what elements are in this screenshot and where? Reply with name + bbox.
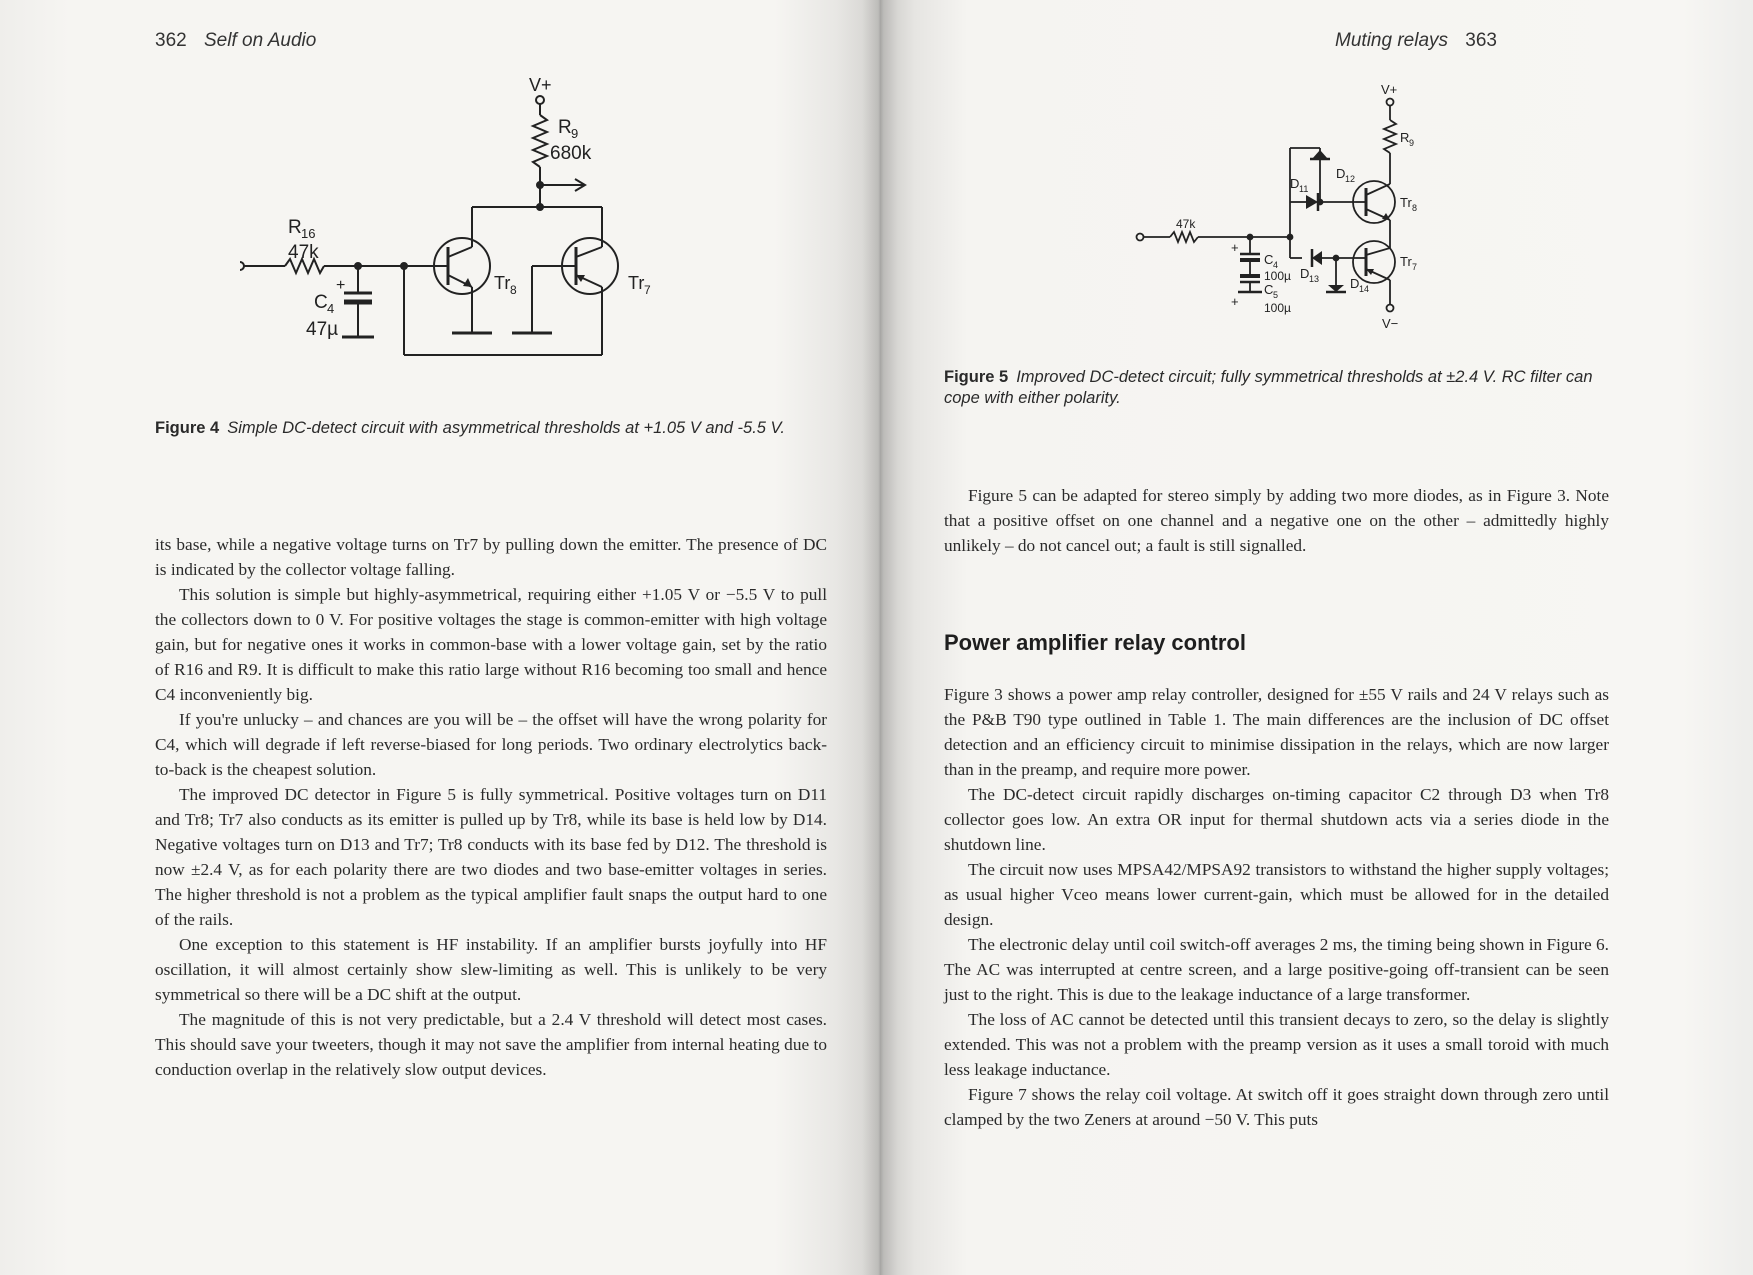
figure-5-caption [944, 367, 1609, 409]
figure-4-caption-label: Figure 4 [155, 419, 220, 437]
fig4-tr7-sub: 7 [644, 283, 651, 297]
fig5-c4-value: 100µ [1264, 269, 1291, 283]
left-running-title: Self on Audio [203, 30, 317, 51]
fig5-c4-name: C [1264, 252, 1274, 267]
fig4-c4-name: C [314, 292, 328, 313]
right-paragraph: The DC-detect circuit rapidly discharges on-timing capacitor C2 through D3 when Tr8 collector goes low. An extra OR input for thermal shutdown acts via a series diode in the shutdown line. [944, 785, 1609, 854]
right-intro-text [944, 483, 1609, 558]
right-body-text [944, 682, 1609, 1132]
section-heading: Power amplifier relay control [944, 630, 1246, 655]
left-paragraph: This solution is simple but highly-asymmetrical, requiring either +1.05 V or −5.5 V to pull the collectors down to 0 V. For positive voltages the stage is common-emitter with high voltage gain, but for negative ones it works in common-base with a lower voltage gain, set by the ratio of R16 and R9. It is difficult to make this ratio large without R16 becoming too small and hence C4 inconveniently big. [155, 585, 827, 704]
fig4-r16-value: 47k [288, 242, 319, 263]
fig5-tr7-name: Tr [1400, 254, 1412, 269]
right-intro-paragraph: Figure 5 can be adapted for stereo simply by adding two more diodes, as in Figure 3. Note that a positive offset on one channel and a negative one on the other – admittedly highly unlikely – do not cancel out; a fault is still signalled. [944, 486, 1609, 555]
figure-4-caption [155, 418, 827, 439]
left-paragraph: The magnitude of this is not very predictable, but a 2.4 V threshold will detect most cases. This should save your tweeters, though it may not save the amplifier from internal heating due to conduction overlap in the relatively slow output devices. [155, 1010, 827, 1079]
fig5-tr7-sub: 7 [1412, 262, 1418, 272]
fig4-supply-label: V+ [529, 75, 552, 95]
fig4-r16-sub: 16 [301, 226, 316, 241]
fig5-r9-sub: 9 [1409, 138, 1415, 148]
fig5-d14-sub: 14 [1359, 284, 1370, 294]
fig5-d13-sub: 13 [1309, 274, 1320, 284]
left-paragraph: its base, while a negative voltage turns on Tr7 by pulling down the emitter. The presence of DC is indicated by the collector voltage falling. [155, 535, 827, 579]
fig5-d11-name: D [1290, 176, 1300, 191]
figure-5-caption-label: Figure 5 [944, 368, 1009, 386]
left-body-text [155, 532, 827, 1082]
left-paragraph: One exception to this statement is HF instability. If an amplifier bursts joyfully into HF oscillation, it will almost certainly show slew-limiting as well. This is unlikely to be very symmetrical so there will be a DC shift at the output. [155, 935, 827, 1004]
fig5-vminus-label: V− [1382, 316, 1399, 331]
fig5-c5-name: C [1264, 282, 1274, 297]
fig5-c5-plus: + [1231, 294, 1239, 309]
fig5-r-in-value: 47k [1176, 217, 1196, 231]
fig5-d11-sub: 11 [1299, 184, 1309, 194]
right-running-head [1335, 30, 1497, 52]
left-paragraph: If you're unlucky – and chances are you will be – the offset will have the wrong polarity for C4, which will degrade if left reverse-biased for long periods. Two ordinary electrolytics back-to-back is the cheapest solution. [155, 710, 827, 779]
right-running-title: Muting relays [1335, 30, 1449, 51]
fig4-r16-name: R [288, 217, 302, 238]
fig5-c5-sub: 5 [1273, 290, 1279, 300]
fig4-tr8-sub: 8 [510, 283, 517, 297]
figure-5-diagram [1130, 80, 1470, 355]
fig4-c4-plus: + [336, 277, 346, 294]
right-paragraph: Figure 3 shows a power amp relay controller, designed for ±55 V rails and 24 V relays such as the P&B T90 type outlined in Table 1. The main differences are the inclusion of DC offset detection and an efficiency circuit to minimise dissipation in the relays, which are now larger than in the preamp, and require more power. [944, 685, 1609, 779]
fig5-vplus-label: V+ [1381, 82, 1398, 97]
fig5-d12-sub: 12 [1345, 174, 1356, 184]
fig4-r9-name: R [558, 117, 572, 138]
left-running-head [155, 30, 316, 52]
left-page-number: 362 [155, 30, 187, 51]
right-paragraph: Figure 7 shows the relay coil voltage. At switch off it goes straight down through zero until clamped by the two Zeners at around −50 V. This puts [944, 1085, 1609, 1129]
fig4-tr8-name: Tr [494, 273, 511, 293]
fig5-c5-value: 100µ [1264, 301, 1291, 315]
right-page-number: 363 [1465, 30, 1497, 51]
book-gutter-shadow [862, 0, 898, 1275]
fig5-c4-sub: 4 [1273, 260, 1279, 270]
figure-4-diagram [240, 75, 740, 405]
right-paragraph: The electronic delay until coil switch-off averages 2 ms, the timing being shown in Figure 6. The AC was interrupted at centre screen, and a large positive-going off-transient can be seen just to the right. This is due to the leakage inductance of a large transformer. [944, 935, 1609, 1004]
fig5-d13-name: D [1300, 266, 1310, 281]
left-paragraph: The improved DC detector in Figure 5 is fully symmetrical. Positive voltages turn on D11 and Tr8; Tr7 also conducts as its emitter is pulled up by Tr8, while its base is held low by D14. Negative voltages turn on D13 and Tr7; Tr8 conducts with its base fed by D12. The threshold is now ±2.4 V, as for each polarity there are two diodes and two base-emitter voltages in series. The higher threshold is not a problem as the typical amplifier fault snaps the output hard to one of the rails. [155, 785, 827, 929]
figure-5-caption-text: Improved DC-detect circuit; fully symmetrical thresholds at ±2.4 V. RC filter can cope with either polarity. [944, 368, 1593, 407]
fig4-c4-value: 47µ [306, 319, 339, 340]
right-page [880, 0, 1753, 1275]
fig5-tr8-sub: 8 [1412, 203, 1418, 213]
right-paragraph: The loss of AC cannot be detected until this transient decays to zero, so the delay is slightly extended. This was not a problem with the preamp version as it uses a small toroid with much less leakage inductance. [944, 1010, 1609, 1079]
fig4-r9-value: 680k [550, 143, 592, 164]
fig4-tr7-name: Tr [628, 273, 645, 293]
fig5-r9-name: R [1400, 130, 1410, 145]
right-paragraph: The circuit now uses MPSA42/MPSA92 transistors to withstand the higher supply voltages; as usual higher Vceo means lower current-gain, which must be allowed for in the detailed design. [944, 860, 1609, 929]
fig5-c4-plus: + [1231, 240, 1239, 255]
fig4-r9-sub: 9 [571, 126, 579, 141]
fig5-d14-name: D [1350, 276, 1360, 291]
fig5-tr8-name: Tr [1400, 195, 1412, 210]
figure-4-caption-text: Simple DC-detect circuit with asymmetrical thresholds at +1.05 V and -5.5 V. [227, 419, 785, 437]
fig5-d12-name: D [1336, 166, 1346, 181]
fig4-c4-sub: 4 [327, 301, 335, 316]
